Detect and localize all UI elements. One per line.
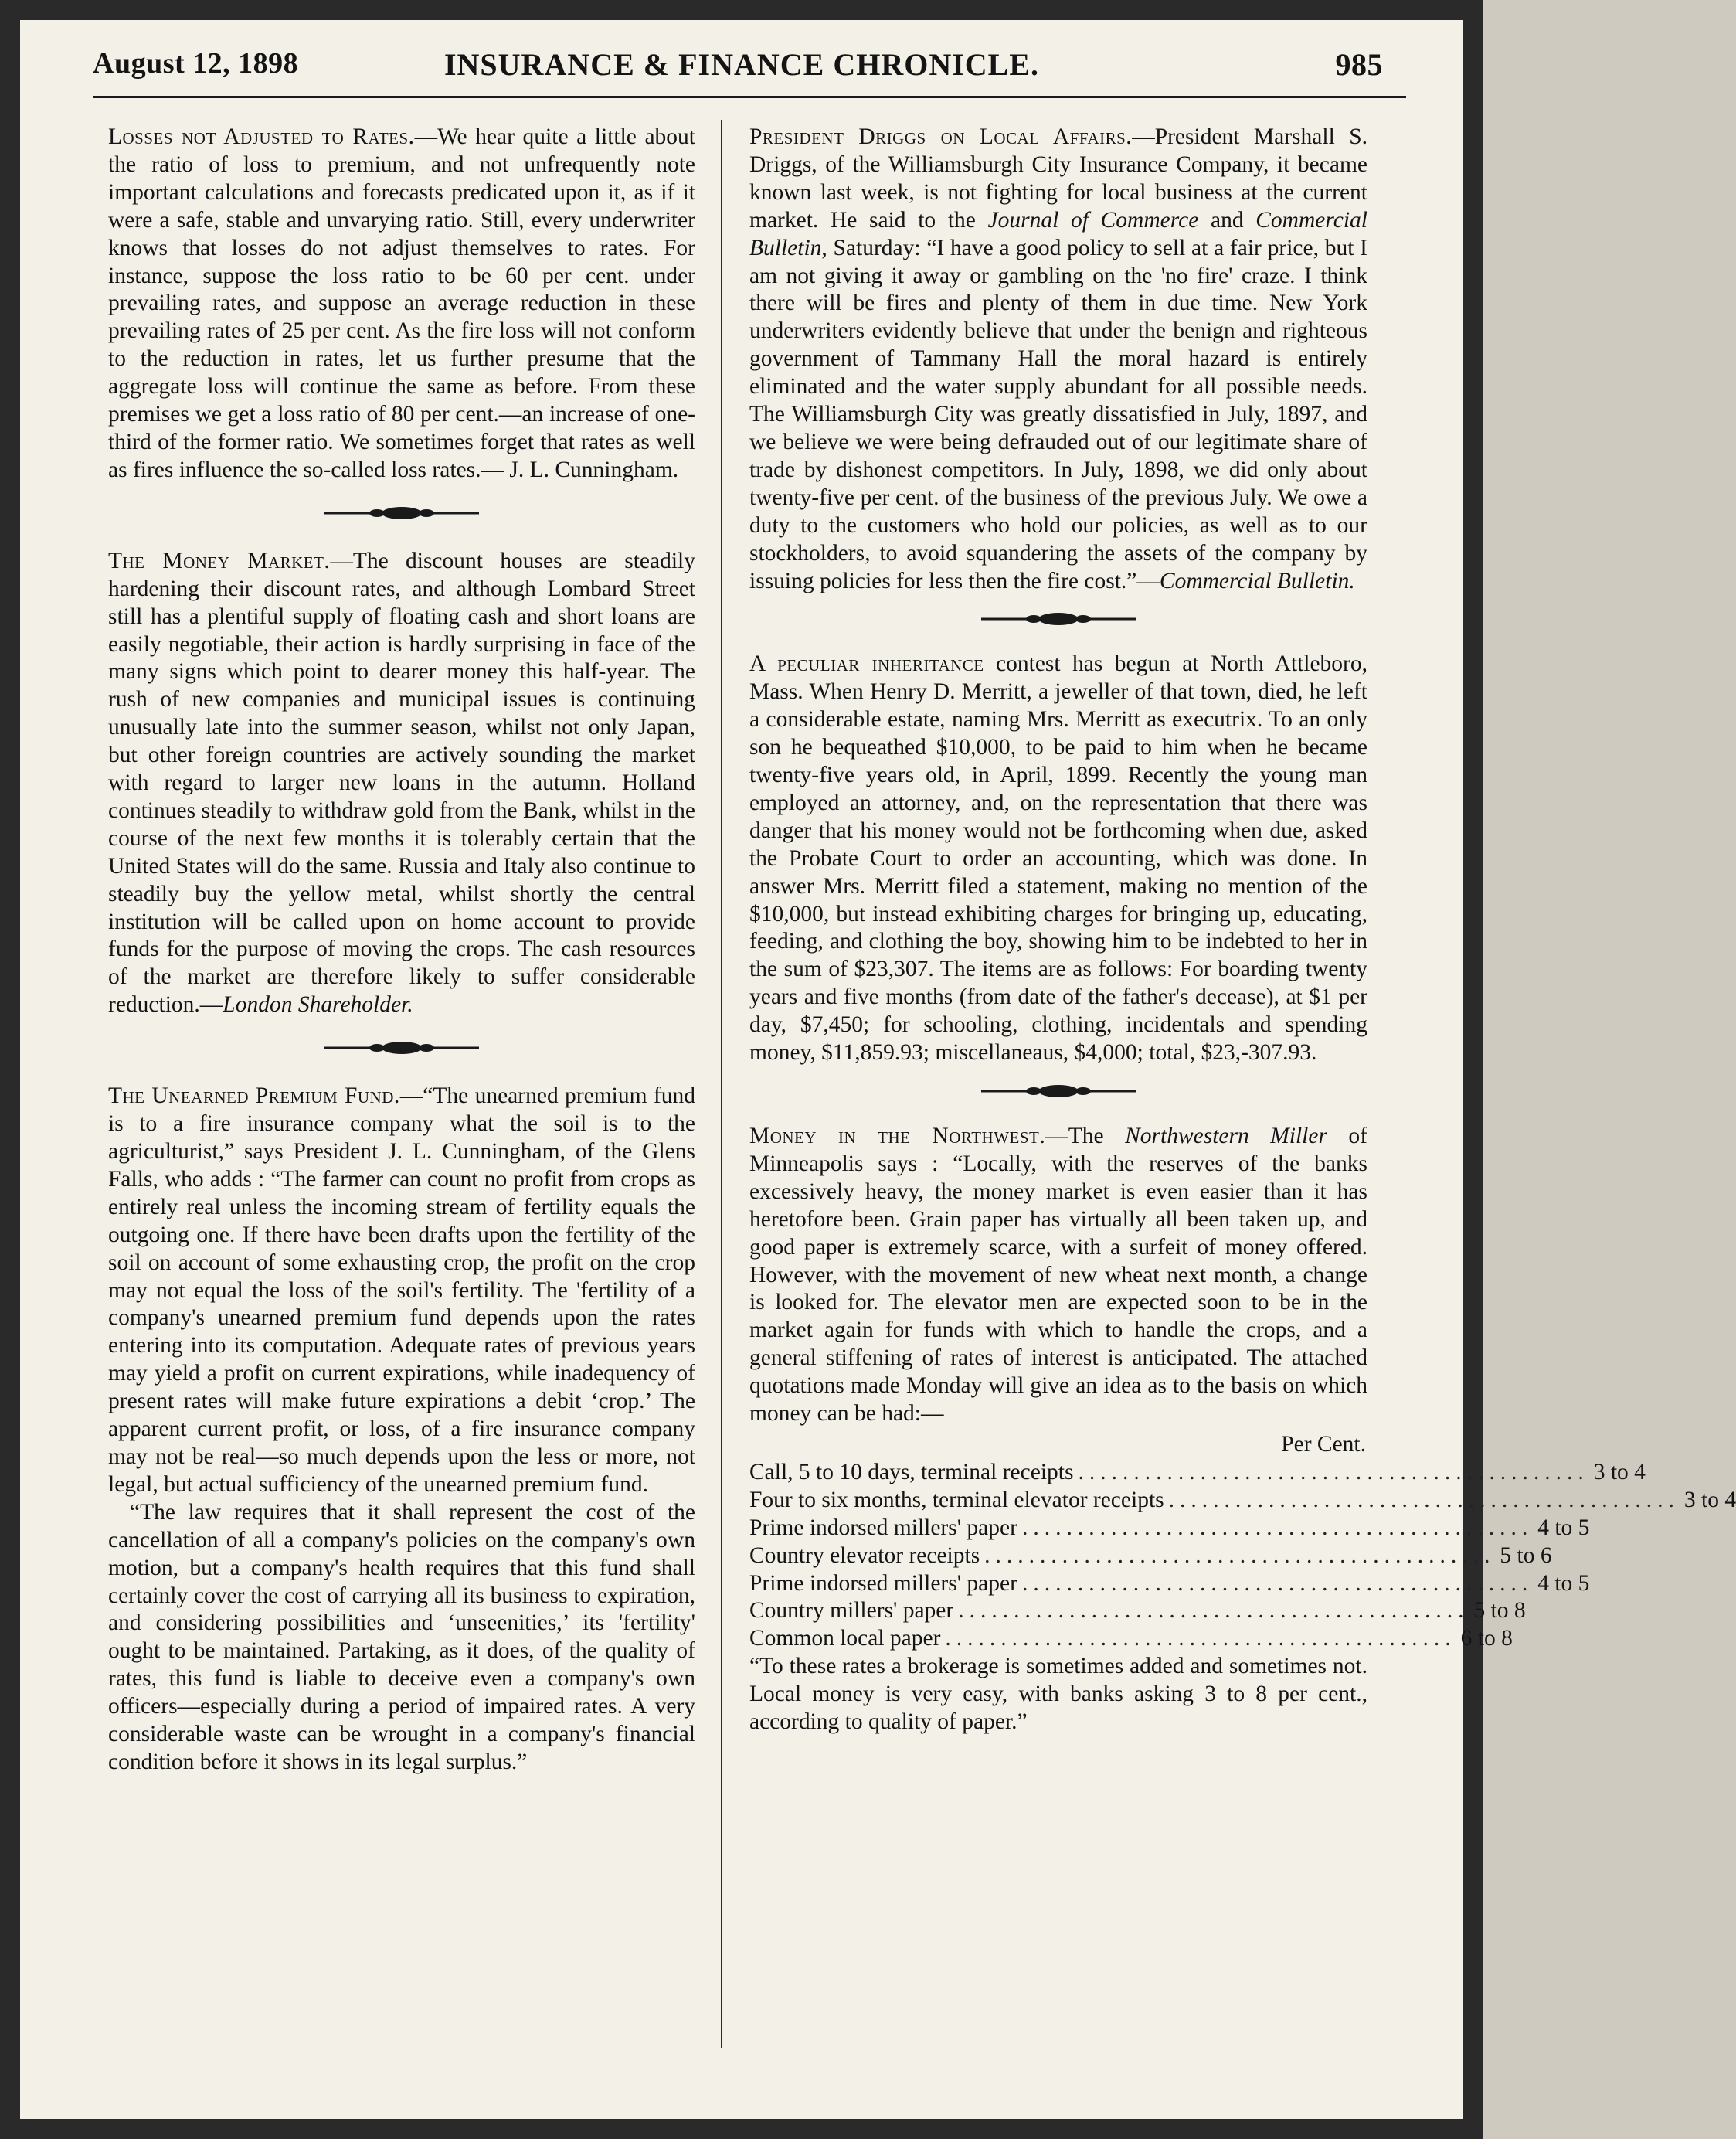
right-column	[749, 124, 1736, 1736]
rate-row	[749, 1515, 1590, 1542]
article-paragraph	[749, 124, 1367, 595]
rates-header: Per Cent.	[1281, 1431, 1366, 1457]
article-heading: Money in the Northwest.	[749, 1124, 1046, 1148]
article-body: of Minneapolis says : “Locally, with the reserves of the banks excessively heavy, the money market is even easier than it has heretofore been. Grain paper has virtually all been taken up, and good paper is extremely scarce, with a surfeit of money offered. However, with the movement of new wheat next month, a change is looked for. The elevator men are expected soon to be in the market again for funds with which to handle the crops, and a general stiffening of rates of interest is anticipated. The attached quotations made Monday will give an idea as to the basis on which money can be had:—	[749, 1124, 1367, 1427]
rate-row	[749, 1625, 1513, 1653]
article-paragraph: “To these rates a brokerage is sometimes added and sometimes not. Local money is very easy, with banks asking 3 to 8 per cent., according to quality of paper.”	[749, 1654, 1367, 1735]
ornament-divider-icon	[324, 1039, 479, 1056]
rates-table	[749, 1431, 1736, 1653]
article-paragraph	[749, 651, 1367, 1067]
article-body: contest has begun at North Attleboro, Mass. When Henry D. Merritt, a jeweller of that town, died, he left a considerable estate, naming Mrs. Merritt as executrix. To an only son he bequeathed $10,000, to be paid to him when he became twenty-five years old, in April, 1899. Recently the young man employed an attorney, and, on the representation that there was danger that his money would not be forthcoming when due, asked the Probate Court to order an accounting, which was done. In answer Mrs. Merritt filed a statement, making no mention of the $10,000, but instead exhibiting charges for bringing up, educating, feeding, and clothing the boy, showing him to be indebted to her in the sum of $23,307. The items are as follows: For boarding twenty years and five months (from date of the father's decease), at $1 per day, $7,450; for schooling, clothing, incidentals and spending money, $11,859.93; miscellaneaus, $4,000; total, $23,-307.93.	[749, 651, 1367, 1066]
page-header	[54, 40, 1429, 94]
leader-dots: ..............................................	[1021, 1570, 1534, 1596]
rate-row	[749, 1570, 1590, 1598]
article-heading: President Driggs on Local Affairs.	[749, 124, 1133, 149]
publication-name: Northwestern Miller	[1125, 1124, 1327, 1148]
header-rule	[93, 96, 1406, 98]
rate-row	[749, 1487, 1736, 1515]
leader-dots: ..............................................	[1168, 1487, 1680, 1512]
leader-dots: ..............................................	[1078, 1459, 1589, 1484]
left-column	[108, 124, 695, 1777]
rate-row	[749, 1459, 1646, 1487]
article-source: Commercial Bulletin.	[1159, 568, 1355, 593]
rate-value: 5 to 6	[1500, 1542, 1552, 1568]
article-heading: The Money Market.	[108, 548, 331, 573]
rate-value: 3 to 4	[1683, 1487, 1736, 1512]
rate-row	[749, 1542, 1552, 1570]
article-body: —President Marshall S. Driggs, of the Williamsburgh City Insurance Company, it became known last week, is not fighting for local business at the current market. He said to the	[749, 124, 1367, 233]
article-paragraph: “The law requires that it shall represent the cost of the cancellation of all a company's policies on the company's own motion, but a company's health requires that this fund shall certainly cover the cost of carrying all its business to expiration, and considering possibilities and ‘unseenities,’ its 'fertility' ought to be maintained. Partaking, as it does, of the quality of rates, this fund is liable to deceive even a company's own officers—especially during a period of impaired rates. A very considerable waste can be wrought in a company's financial condition before it shows in its legal surplus.”	[108, 1499, 695, 1774]
article-losses-not-adjusted	[108, 124, 695, 485]
article-paragraph	[108, 124, 695, 485]
article-body: —We hear quite a little about the ratio of loss to premium, and not unfrequently note important calculations and forecasts predicated upon it, as if it were a safe, stable and unvarying ratio. Still, every underwriter knows that losses do not adjust themselves to rates. For instance, suppose the loss ratio to be 60 per cent. under prevailing rates, and suppose an average reduction in these prevailing rates of 25 per cent. As the fire loss will not conform to the reduction in rates, let us further presume that the aggregate loss will continue the same as before. From these premises we get a loss ratio of 80 per cent.—an increase of one-third of the former ratio. We sometimes forget that rates as well as fires influence the so-called loss rates.— J. L. Cunningham.	[108, 124, 695, 482]
leader-dots: ..............................................	[1021, 1515, 1534, 1540]
article-heading: The Unearned Premium Fund.	[108, 1083, 400, 1109]
publication-name: Journal of Commerce	[987, 207, 1199, 233]
leader-dots: ..............................................	[945, 1626, 1456, 1651]
rate-row	[749, 1597, 1526, 1625]
article-body: and	[1198, 207, 1256, 233]
ornament-divider-icon	[324, 505, 479, 522]
article-paragraph	[108, 1083, 695, 1499]
rate-value: 4 to 5	[1537, 1515, 1590, 1540]
rate-label: Country millers' paper	[749, 1598, 954, 1624]
article-paragraph	[108, 548, 695, 1019]
rate-label: Four to six months, terminal elevator receipts	[749, 1487, 1164, 1512]
leader-dots: ..............................................	[958, 1598, 1469, 1624]
rate-value: 5 to 8	[1473, 1598, 1526, 1624]
article-source: London Shareholder.	[223, 992, 413, 1018]
leader-dots: ..............................................	[984, 1542, 1496, 1568]
issue-date: August 12, 1898	[93, 47, 299, 80]
article-heading: A peculiar inheritance	[749, 651, 984, 677]
article-heading: Losses not Adjusted to Rates.	[108, 124, 415, 149]
rate-label: Prime indorsed millers' paper	[749, 1570, 1017, 1596]
rate-value: 4 to 5	[1537, 1570, 1590, 1596]
ornament-divider-icon	[981, 610, 1136, 627]
article-president-driggs	[749, 124, 1367, 595]
article-body: —The discount houses are steadily hardening their discount rates, and although Lombard Street still has a plentiful supply of floating cash and short loans are easily negotiable, their action is hardly surprising in face of the many signs which point to dearer money this half-year. The rush of new companies and municipal issues is continuing unusually late into the summer season, whilst not only Japan, but other foreign countries are actively sounding the market with regard to larger new loans in the autumn. Holland continues steadily to withdraw gold from the Bank, whilst in the course of the next few months it is tolerably certain that the United States will do the same. Russia and Italy also continue to steadily buy the yellow metal, whilst shortly the central institution will be called upon on home account to provide funds for the purpose of moving the crops. The cash resources of the market are therefore likely to suffer considerable reduction.—	[108, 548, 695, 1018]
article-body: —The	[1045, 1124, 1126, 1148]
page-number: 985	[1335, 47, 1383, 82]
article-money-market	[108, 548, 695, 1019]
publication-title: INSURANCE & FINANCE CHRONICLE.	[443, 47, 1040, 82]
column-divider	[721, 120, 722, 2048]
rate-label: Country elevator receipts	[749, 1542, 980, 1568]
article-money-northwest	[749, 1123, 1736, 1736]
article-unearned-premium-fund	[108, 1083, 695, 1777]
rate-label: Common local paper	[749, 1626, 941, 1651]
rate-label: Call, 5 to 10 days, terminal receipts	[749, 1459, 1074, 1484]
article-body: , Saturday: “I have a good policy to sell at a fair price, but I am not giving it away or gambling on the 'no fire' craze. I think there will be fires and plenty of them in due time. New York underwriters evidently believe that under the benign and righteous government of Tammany Hall the moral hazard is entirely eliminated and the water supply abundant for all possible needs. The Williamsburgh City was greatly dissatisfied in July, 1897, and we believe we were being defrauded out of our legitimate share of trade by dishonest competitors. In July, 1898, we did only about twenty-five per cent. of the business of the previous July. We owe a duty to the customers who hold our policies, as well as to our stockholders, to avoid squandering the assets of the company by issuing policies for less then the fire cost.”—	[749, 235, 1367, 593]
article-paragraph	[749, 1123, 1367, 1428]
article-peculiar-inheritance	[749, 651, 1367, 1067]
rate-label: Prime indorsed millers' paper	[749, 1515, 1017, 1540]
rate-value: 6 to 8	[1460, 1626, 1513, 1651]
ornament-divider-icon	[981, 1083, 1136, 1100]
publication-name: Commercial Bulletin	[749, 207, 1367, 260]
rate-value: 3 to 4	[1593, 1459, 1646, 1484]
article-body: —“The unearned premium fund is to a fire insurance company what the soil is to the agriculturist,” says President J. L. Cunningham, of the Glens Falls, who adds : “The farmer can count no profit from crops as entirely real unless the incoming stream of fertility equals the outgoing one. If there have been drafts upon the fertility of the soil on account of some exhausting crop, the profit on the crop may not equal the loss of the soil's fertility. The 'fertility of a company's unearned premium fund depends upon the rates entering into its computation. Adequate rates of previous years may yield a profit on current expirations, while inadequency of present rates will make future expirations a debit ‘crop.’ The apparent current profit, or loss, of a fire insurance company may not be real—so much depends upon the less or more, not legal, but actual sufficiency of the unearned premium fund.	[108, 1083, 695, 1497]
